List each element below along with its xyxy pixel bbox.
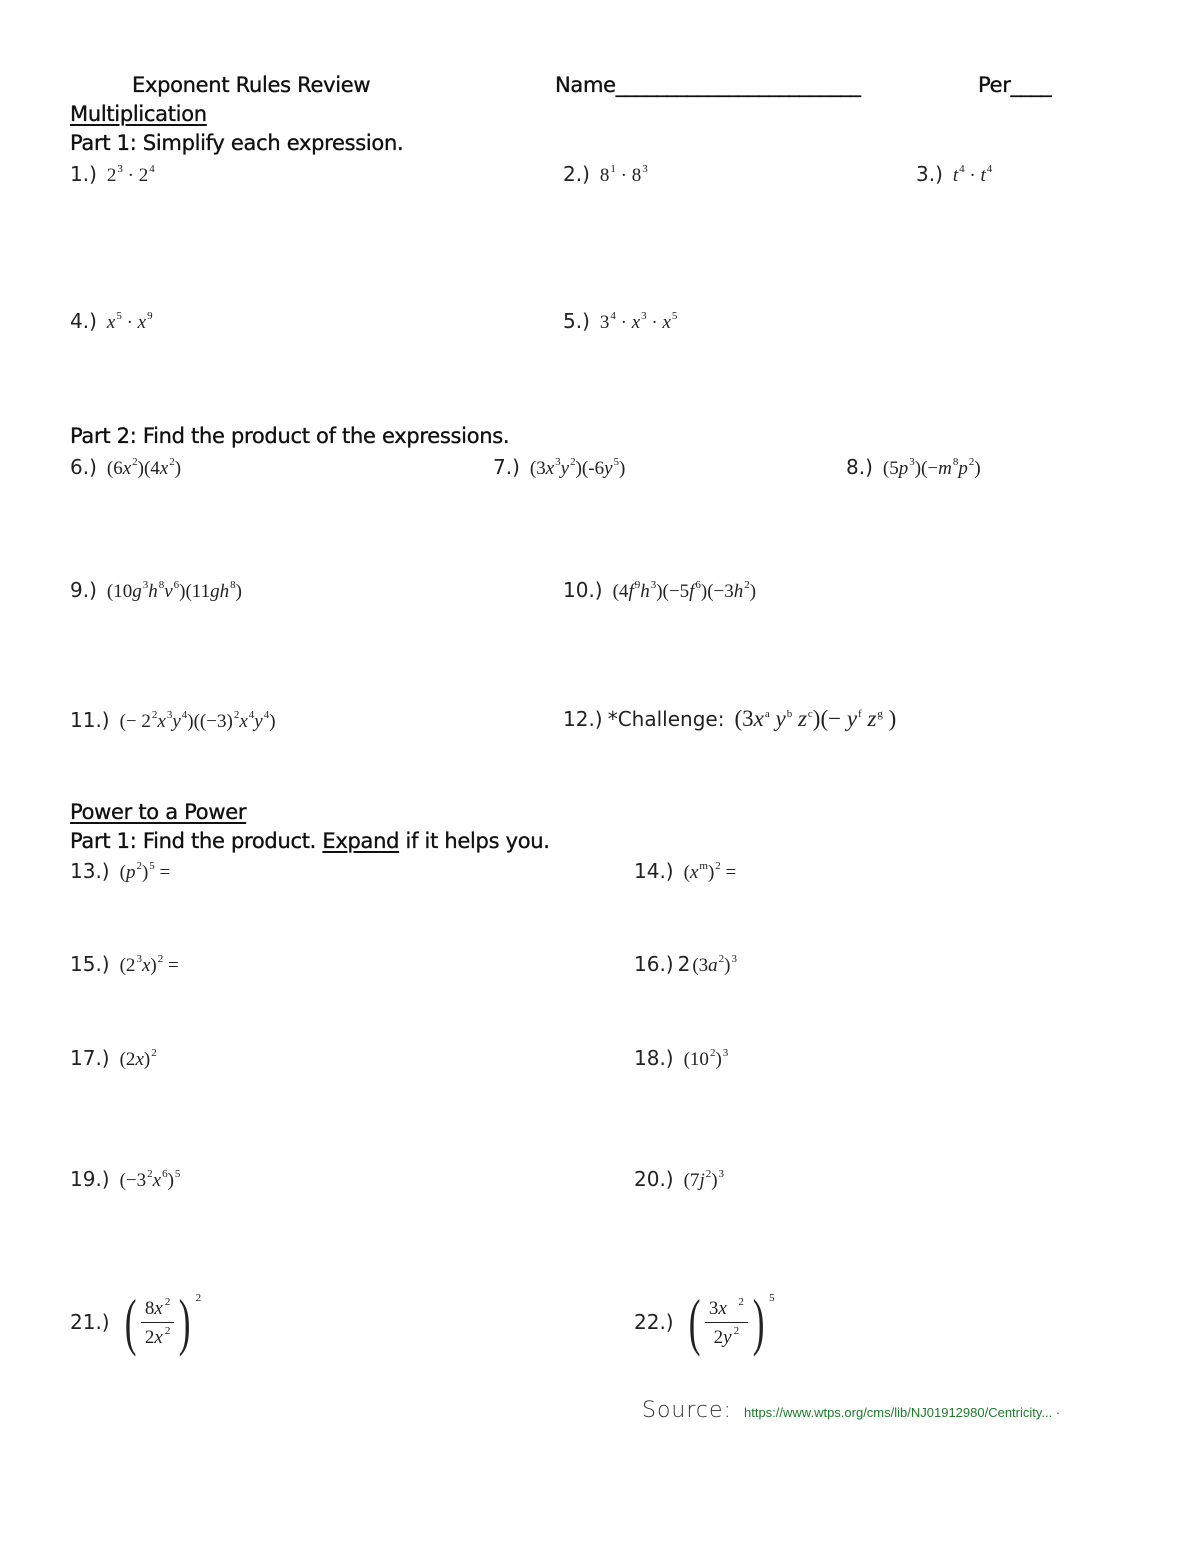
- problem-expression: (− $2^2x^3y^4)((-3)^2x^4y^4)$: [119, 709, 276, 732]
- problem-expression: $(3a^2)^3$: [692, 953, 737, 976]
- problem-number: 21.): [70, 1310, 110, 1334]
- problem-number: 22.): [634, 1310, 674, 1334]
- problem-number: 3.): [916, 162, 943, 186]
- problem-10: [563, 578, 756, 603]
- part2-instruction: Part 2: Find the product of the expressions.: [70, 424, 510, 448]
- problem-expression: ( $\frac{8x ^2}{2x ^2}$ ) 2: [124, 1286, 202, 1357]
- section-title-power-to-a-power: Power to a Power: [70, 800, 247, 824]
- source-citation: [642, 1398, 1060, 1423]
- problem-number: 18.): [634, 1046, 674, 1070]
- problem-expression: $2^3 \cdot 2^4$: [106, 163, 155, 186]
- problem-8: [846, 455, 981, 480]
- problem-expression: $8^1 \cdot 8^3$: [599, 163, 648, 186]
- problem-20: [634, 1167, 724, 1192]
- source-link[interactable]: https://www.wtps.org/cms/lib/NJ01912980/Centricity... ·: [743, 1405, 1061, 1420]
- problem-2: [563, 162, 648, 187]
- problem-expression: $(7j^2)^3$: [683, 1168, 725, 1191]
- part1-instruction: Part 1: Simplify each expression.: [70, 131, 404, 155]
- problem-17: [70, 1046, 157, 1071]
- problem-12: [563, 706, 896, 732]
- problem-expression: $3^4 \cdot x^3 \cdot x^5$: [599, 310, 678, 333]
- source-label: Source:: [642, 1398, 732, 1423]
- instruction-text: Part 1: Find the product.: [70, 829, 323, 853]
- problem-3: [916, 162, 992, 187]
- problem-expression: $(4f^9h^3)(-5f^6)(-3h^2)$: [612, 579, 757, 602]
- instruction-text: if it helps you.: [399, 829, 550, 853]
- problem-number: 19.): [70, 1167, 110, 1191]
- problem-expression: $(-3^2x^6)^5$: [119, 1168, 181, 1191]
- problem-number: 11.): [70, 708, 110, 732]
- problem-13: [70, 859, 170, 884]
- problem-number: 6.): [70, 455, 97, 479]
- problem-number: 10.): [563, 578, 603, 602]
- worksheet-title: Exponent Rules Review: [132, 73, 371, 97]
- problem-expression: $(p^2)^5$ =: [119, 860, 171, 883]
- problem-9: [70, 578, 242, 603]
- challenge-label: *Challenge:: [607, 707, 725, 731]
- problem-expression: $(2^3x)^2$ =: [119, 953, 179, 976]
- problem-number: 14.): [634, 859, 674, 883]
- problem-number: 16.): [634, 952, 674, 976]
- problem-number: 4.): [70, 309, 97, 333]
- problem-15: [70, 952, 179, 977]
- problem-6: [70, 455, 181, 480]
- problem-22: [634, 1286, 775, 1357]
- instruction-emphasis: Expand: [322, 829, 400, 853]
- problem-expression: $(6x^2)(4x^2)$: [106, 456, 182, 479]
- problem-number: 13.): [70, 859, 110, 883]
- problem-expression: ( $\frac{3x ^2}{2y ^2}$ ) 5: [688, 1286, 775, 1357]
- section-title-multiplication: Multiplication: [70, 102, 207, 126]
- problem-4: [70, 309, 153, 334]
- problem-number: 7.): [493, 455, 520, 479]
- problem-expression: $(3x^3y^2)(-6y^5)$: [529, 456, 626, 479]
- problem-1: [70, 162, 155, 187]
- problem-number: 15.): [70, 952, 110, 976]
- problem-11: [70, 708, 276, 733]
- problem-7: [493, 455, 625, 480]
- problem-16: 16.) 2 $(3a^2)^3$: [634, 952, 737, 976]
- period-field[interactable]: Per____: [978, 73, 1052, 97]
- problem-14: [634, 859, 736, 884]
- problem-expression: $(5p^3)(-m^8p^2)$: [882, 456, 981, 479]
- problem-number: 9.): [70, 578, 97, 602]
- problem-expression: $(10g^3h^8v^6)(11gh^8)$: [106, 579, 242, 602]
- problem-number: 2.): [563, 162, 590, 186]
- power-part1-instruction: [70, 829, 550, 853]
- problem-expression: $(10^2)^3$: [683, 1047, 729, 1070]
- problem-expression: $(2x)^2$: [119, 1047, 157, 1070]
- problem-number: 17.): [70, 1046, 110, 1070]
- problem-expression: $t^4 \cdot t^4$: [952, 163, 993, 186]
- problem-number: 20.): [634, 1167, 674, 1191]
- problem-expression: $(x^m)^2$ =: [683, 860, 737, 883]
- problem-18: [634, 1046, 728, 1071]
- name-field[interactable]: Name________________________: [555, 73, 861, 97]
- problem-21: [70, 1286, 202, 1357]
- problem-number: 12.): [563, 707, 603, 731]
- problem-number: 5.): [563, 309, 590, 333]
- problem-19: [70, 1167, 180, 1192]
- problem-expression: $x^5 \cdot x^9$: [106, 310, 153, 333]
- problem-5: [563, 309, 677, 334]
- problem-number: 8.): [846, 455, 873, 479]
- problem-expression: ($3x^a$ $y^b$ $z^c)(- y^f$ $z^g$ ): [734, 706, 897, 731]
- problem-number: 1.): [70, 162, 97, 186]
